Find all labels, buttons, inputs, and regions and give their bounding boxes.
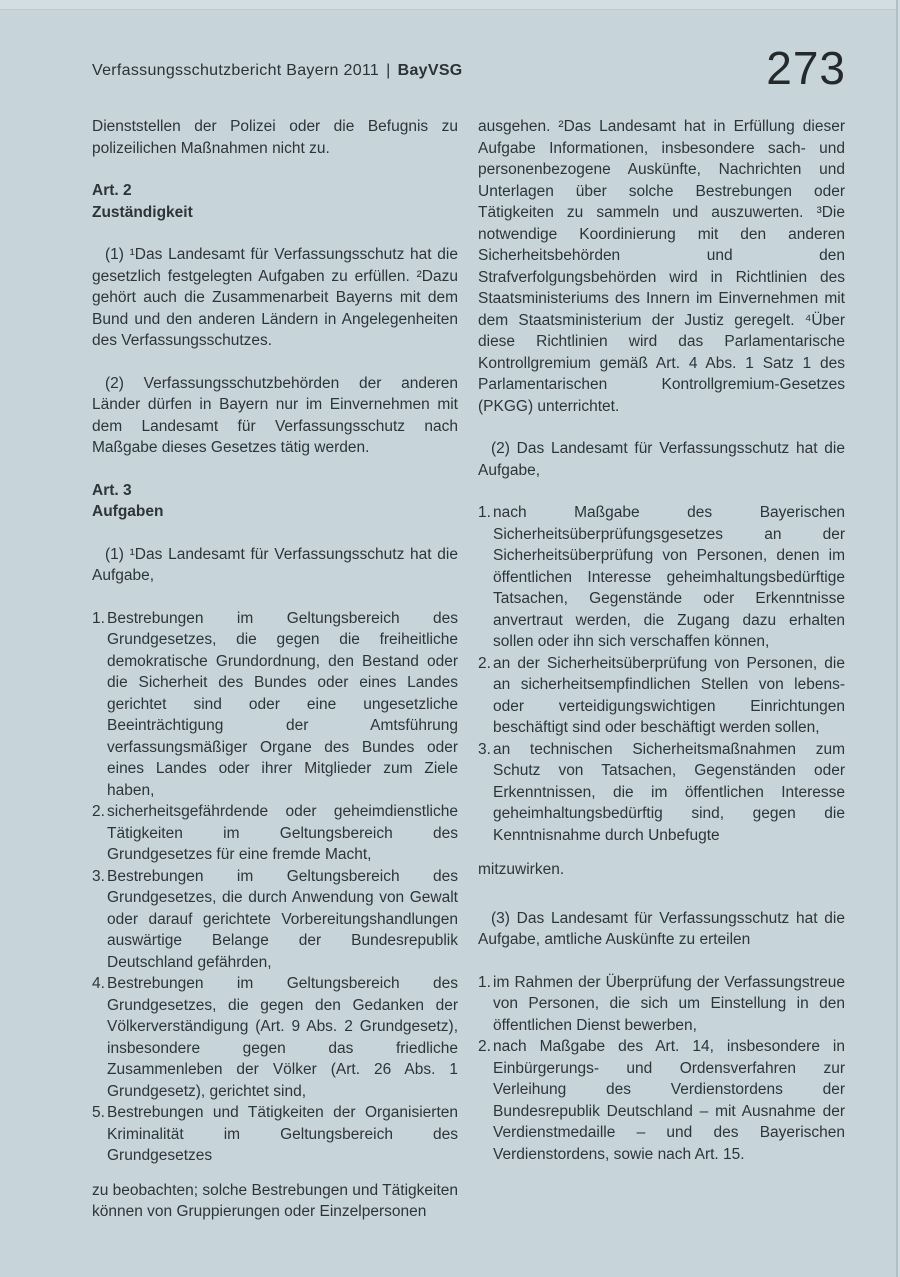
list-marker: 1. (478, 504, 491, 521)
running-header (92, 61, 463, 81)
law-abbreviation: BayVSG (397, 62, 463, 79)
list-item-text: Bestrebungen im Geltungsbereich des Grundgesetzes, die durch Anwendung von Gewalt oder darauf gerichtete Vorbereitungshandlungen auswärtige Belange der Bundesrepublik Deutschland gefährden, (107, 867, 458, 971)
article-3-paragraph-3-intro: (3) Das Landesamt für Verfassungsschutz hat die Aufgabe, amtliche Auskünfte zu erteilen (478, 909, 845, 948)
list-item-text: sicherheitsgefährdende oder geheimdienstliche Tätigkeiten im Geltungsbereich des Grundgesetzes für eine fremde Macht, (107, 803, 458, 863)
list-item (478, 739, 845, 847)
list-marker: 2. (478, 654, 491, 672)
list-item-text: im Rahmen der Überprüfung der Verfassungstreue von Personen, die sich um Einstellung in den öffentlichen Dienst bewerben, (493, 973, 845, 1034)
list-item (92, 1102, 458, 1167)
article-3-paragraph-2-intro: (2) Das Landesamt für Verfassungsschutz hat die Aufgabe, (478, 440, 845, 479)
article-2-title: Zuständigkeit (92, 203, 193, 221)
article-3-title: Aufgaben (92, 503, 164, 520)
list-marker: 3. (92, 867, 105, 885)
list-item-text: Bestrebungen im Geltungsbereich des Grundgesetzes, die gegen den Gedanken der Völkerverständigung (Art. 9 Abs. 2 Grundgesetz), insbesondere gegen das friedliche Zusammenleben der Völker (Art. 26 Abs. 1 Grundgesetz), gerichtet sind, (107, 975, 458, 1100)
article-3-paragraph-3-list (478, 972, 845, 1166)
list-item (478, 653, 845, 739)
list-marker: 2. (92, 803, 105, 820)
list-item (92, 608, 458, 802)
list-item-text: an der Sicherheitsüberprüfung von Personen, die an sicherheitsempfindlichen Stellen von lebens- oder verteidigungswichtigen Einrichtungen beschäftigt sind oder beschäftigt werden sollen, (493, 654, 845, 736)
article-2-paragraph-1: (1) ¹Das Landesamt für Verfassungsschutz hat die gesetzlich festgelegten Aufgaben zu erfüllen. ²Dazu gehört auch die Zusammenarbeit Bayerns mit dem Bund und den anderen Ländern in Angelegenheiten des Verfassungsschutzes. (92, 246, 458, 349)
list-marker: 5. (92, 1104, 105, 1121)
list-marker: 1. (478, 973, 491, 991)
article-3-heading (92, 480, 458, 523)
list-item-text: Bestrebungen und Tätigkeiten der Organisierten Kriminalität im Geltungsbereich des Grundgesetzes (107, 1104, 458, 1164)
article-3-number: Art. 3 (92, 481, 132, 499)
title-separator: | (386, 62, 391, 79)
list-item (478, 502, 845, 653)
list-item-text: Bestrebungen im Geltungsbereich des Grundgesetzes, die gegen die freiheitliche demokratische Grundordnung, den Bestand oder die Sicherheit des Bundes oder eines Landes gerichtet sind oder eine ungesetzliche Beeinträchtigung der Amtsführung verfassungsmäßiger Organe des Bundes oder eines Landes oder ihrer Mitglieder zum Ziele haben, (107, 609, 458, 799)
list-item (92, 866, 458, 974)
page-number: 273 (766, 42, 846, 94)
list-item (92, 801, 458, 866)
article-3-paragraph-1-outro: zu beobachten; solche Bestrebungen und Tätigkeiten können von Gruppierungen oder Einzelpersonen (92, 1181, 458, 1220)
list-marker: 1. (92, 609, 105, 627)
list-item-text: an technischen Sicherheitsmaßnahmen zum Schutz von Tatsachen, Gegenständen oder Erkenntnissen, die im öffentlichen Interesse geheimhaltungsbedürftig sind, gegen die Kenntnisnahme durch Unbefugte (493, 740, 845, 844)
article-3-paragraph-2-outro: mitzuwirken. (478, 861, 565, 878)
list-marker: 3. (478, 740, 491, 758)
left-column (92, 116, 458, 1244)
list-item (92, 973, 458, 1102)
article-2-heading (92, 180, 458, 223)
continuation-paragraph: Dienststellen der Polizei oder die Befugnis zu polizeilichen Maßnahmen nicht zu. (92, 118, 458, 157)
list-marker: 2. (478, 1038, 491, 1055)
article-3-paragraph-2-list (478, 502, 845, 846)
page-top-edge (0, 0, 900, 10)
list-item (478, 1036, 845, 1165)
list-item (478, 972, 845, 1037)
list-item-text: nach Maßgabe des Bayerischen Sicherheitsüberprüfungsgesetzes an der Sicherheitsüberprüfung von Personen, denen im öffentlichen Interesse geheimhaltungsbedürftige Tatsachen, Gegenstände oder Erkenntnisse anvertraut werden, die Zugang dazu erhalten sollen oder ihn sich verschaffen können, (493, 504, 845, 650)
page-right-edge-shadow (896, 0, 898, 1277)
list-item-text: nach Maßgabe des Art. 14, insbesondere in Einbürgerungs- und Ordensverfahren zur Verleihung des Verdienstordens der Bundesrepublik Deutschland – mit Ausnahme der Verdienstmedaille – und des Bayerischen Verdienstordens, sowie nach Art. 15. (493, 1038, 845, 1163)
report-title: Verfassungsschutzbericht Bayern 2011 (92, 62, 380, 79)
right-column (478, 116, 845, 1178)
article-3-paragraph-1-intro: (1) ¹Das Landesamt für Verfassungsschutz hat die Aufgabe, (92, 545, 458, 584)
article-2-number: Art. 2 (92, 182, 132, 199)
list-marker: 4. (92, 975, 105, 992)
continuation-paragraph: ausgehen. ²Das Landesamt hat in Erfüllung dieser Aufgabe Informationen, insbesondere sach- und personenbezogene Auskünfte, Nachrichten und Unterlagen über solche Bestrebungen oder Tätigkeiten zu sammeln und auszuwerten. ³Die notwendige Koordinierung mit den anderen Sicherheitsbehörden und den Strafverfolgungsbehörden wird in Richtlinien des Staatsministeriums des Innern im Einvernehmen mit dem Staatsministerium der Justiz geregelt. ⁴Über diese Richtlinien wird das Parlamentarische Kontrollgremium gemäß Art. 4 Abs. 1 Satz 1 des Parlamentarischen Kontrollgremium-Gesetzes (PKGG) unterrichtet. (478, 118, 845, 415)
article-2-paragraph-2: (2) Verfassungsschutzbehörden der anderen Länder dürfen in Bayern nur im Einvernehmen mit dem Landesamt für Verfassungsschutz nach Maßgabe dieses Gesetzes tätig werden. (92, 374, 458, 456)
article-3-paragraph-1-list (92, 608, 458, 1167)
